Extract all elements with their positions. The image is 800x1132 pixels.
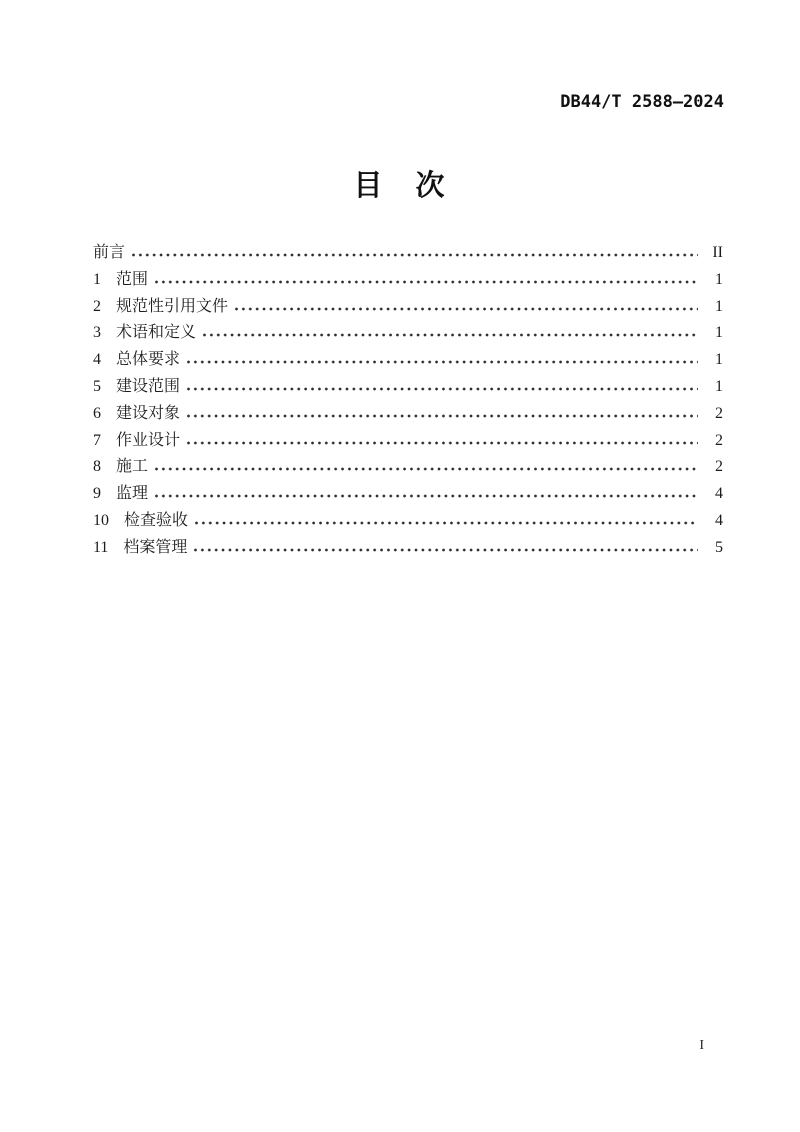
toc-entry-label: 规范性引用文件 bbox=[116, 297, 229, 315]
toc-entry-number: 1 bbox=[93, 270, 101, 288]
toc-entry bbox=[93, 294, 723, 321]
toc-list bbox=[93, 240, 723, 562]
dot-leader bbox=[187, 387, 698, 391]
toc-entry-page: 5 bbox=[715, 538, 723, 556]
toc-entry bbox=[93, 240, 723, 267]
toc-entry-label: 总体要求 bbox=[116, 351, 181, 369]
toc-entry-number: 8 bbox=[93, 458, 101, 476]
toc-entry-page: 1 bbox=[715, 351, 723, 369]
toc-entry-number: 3 bbox=[93, 324, 101, 342]
dot-leader bbox=[203, 333, 698, 337]
toc-entry-label: 建设对象 bbox=[116, 404, 181, 422]
toc-entry-label: 监理 bbox=[116, 485, 149, 503]
footer-page-number: I bbox=[699, 1038, 704, 1053]
toc-entry-number: 10 bbox=[93, 511, 109, 529]
toc-entry-page: 2 bbox=[715, 431, 723, 449]
toc-entry-label: 施工 bbox=[116, 458, 149, 476]
toc-entry-label: 范围 bbox=[116, 270, 149, 288]
toc-entry-page: 1 bbox=[715, 377, 723, 395]
toc-entry-label: 检查验收 bbox=[124, 511, 189, 529]
dot-leader bbox=[187, 414, 698, 418]
toc-entry-page: 1 bbox=[715, 270, 723, 288]
toc-entry-number: 6 bbox=[93, 404, 101, 422]
toc-entry-number: 2 bbox=[93, 297, 101, 315]
toc-entry bbox=[93, 401, 723, 428]
dot-leader bbox=[187, 441, 698, 445]
dot-leader bbox=[195, 521, 698, 525]
toc-entry-page: 4 bbox=[715, 485, 723, 503]
toc-entry-page: 4 bbox=[715, 511, 723, 529]
dot-leader bbox=[194, 548, 698, 552]
dot-leader bbox=[132, 253, 698, 257]
toc-entry-page: 2 bbox=[715, 404, 723, 422]
toc-entry-number: 5 bbox=[93, 377, 101, 395]
toc-entry-label: 前言 bbox=[93, 244, 126, 261]
toc-entry bbox=[93, 428, 723, 455]
toc-entry bbox=[93, 267, 723, 294]
toc-entry-page: II bbox=[712, 244, 723, 261]
toc-entry bbox=[93, 374, 723, 401]
page-title: 目 次 bbox=[353, 170, 447, 202]
toc-entry-page: 2 bbox=[715, 458, 723, 476]
toc-entry bbox=[93, 347, 723, 374]
dot-leader bbox=[155, 494, 698, 498]
toc-entry-number: 4 bbox=[93, 351, 101, 369]
dot-leader bbox=[235, 307, 698, 311]
toc-entry-label: 作业设计 bbox=[116, 431, 181, 449]
toc-entry bbox=[93, 454, 723, 481]
toc-entry-number: 11 bbox=[93, 538, 109, 556]
dot-leader bbox=[155, 467, 698, 471]
toc-entry-label: 档案管理 bbox=[123, 538, 188, 556]
toc-entry-page: 1 bbox=[715, 324, 723, 342]
toc-entry bbox=[93, 508, 723, 535]
toc-entry bbox=[93, 535, 723, 562]
toc-entry-label: 术语和定义 bbox=[116, 324, 197, 342]
toc-entry-number: 7 bbox=[93, 431, 101, 449]
toc-entry-number: 9 bbox=[93, 485, 101, 503]
toc-entry-page: 1 bbox=[715, 297, 723, 315]
dot-leader bbox=[187, 360, 698, 364]
doc-code: DB44/T 2588—2024 bbox=[560, 92, 724, 112]
toc-entry-label: 建设范围 bbox=[116, 377, 181, 395]
dot-leader bbox=[155, 280, 698, 284]
toc-entry bbox=[93, 320, 723, 347]
toc-entry bbox=[93, 481, 723, 508]
